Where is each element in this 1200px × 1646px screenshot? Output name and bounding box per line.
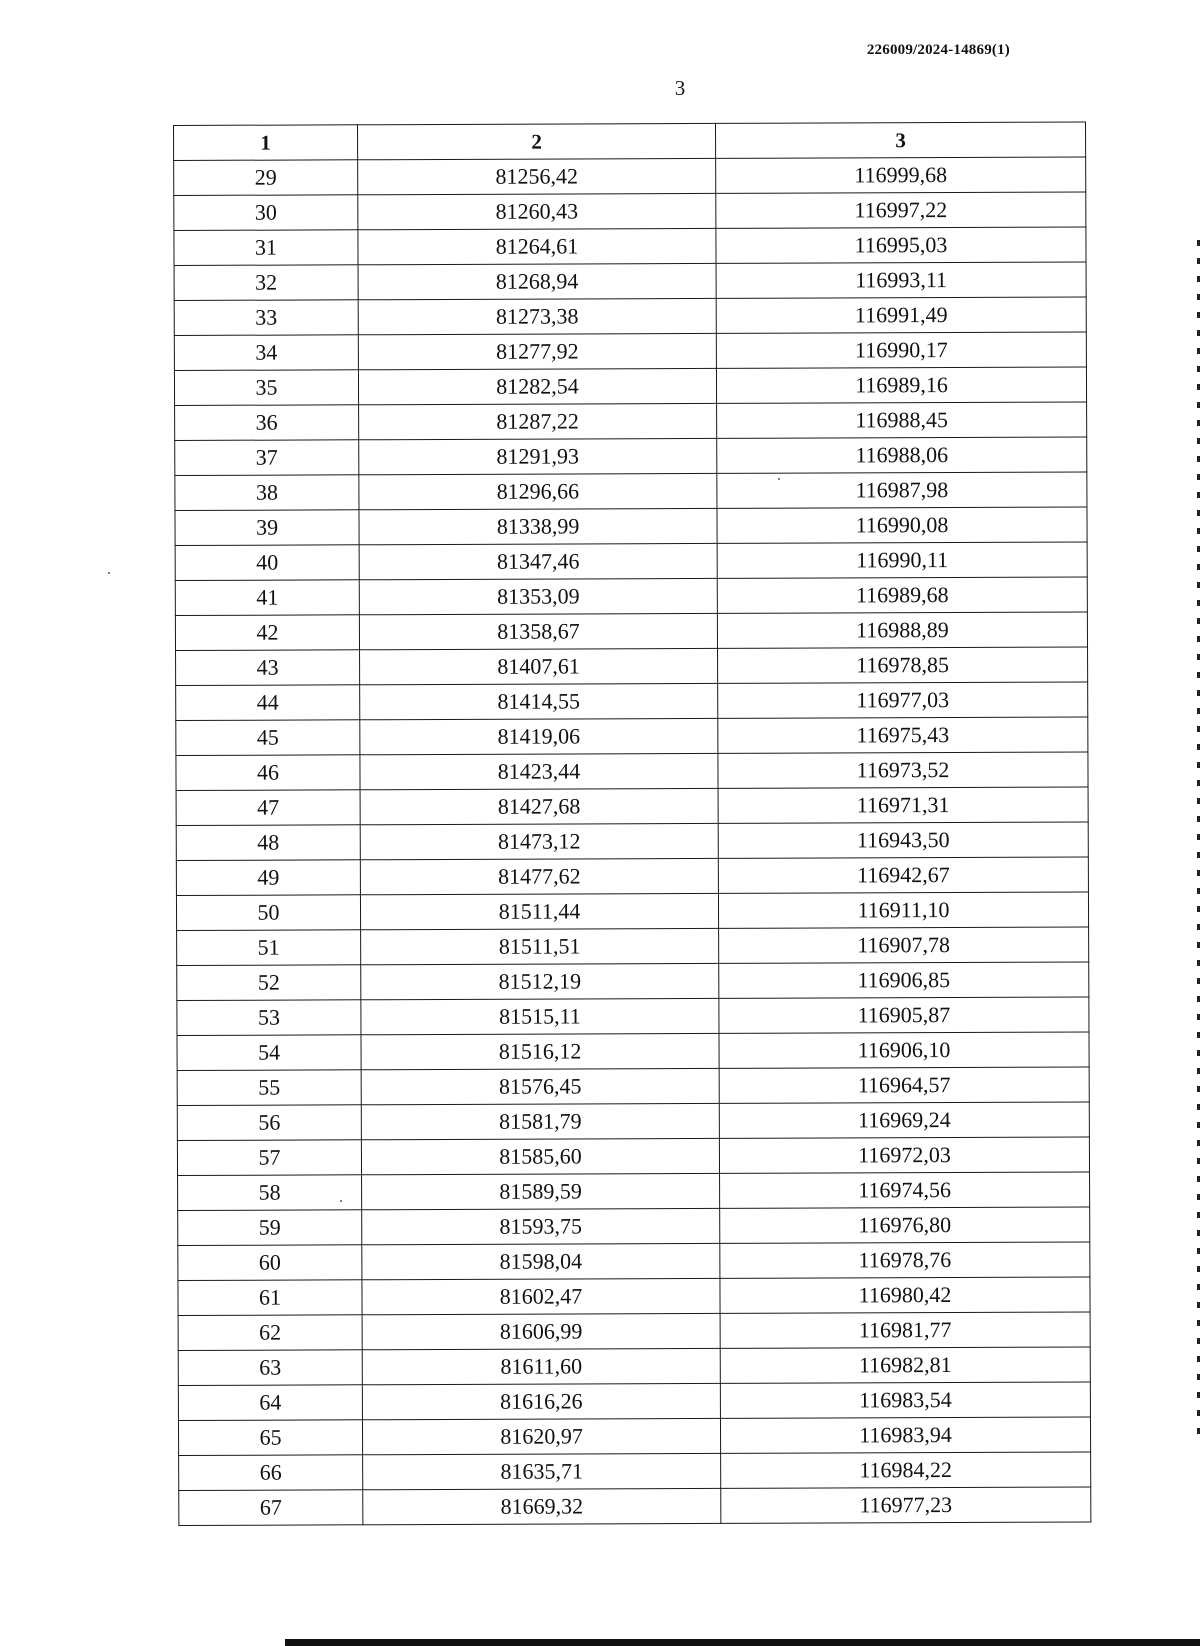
- table-row: [175, 402, 1087, 441]
- table-cell-col-2: 81477,62: [360, 858, 718, 894]
- table-cell-col-1: 37: [175, 440, 359, 476]
- table-row: [176, 717, 1088, 756]
- table-cell-col-1: 44: [176, 685, 360, 721]
- table-row: [177, 1102, 1089, 1141]
- table-cell-col-2: 81589,59: [362, 1173, 720, 1209]
- table-cell-col-2: 81268,94: [358, 263, 716, 299]
- table-cell-col-1: 34: [174, 335, 358, 371]
- table-cell-col-1: 54: [177, 1035, 361, 1071]
- table-cell-col-2: 81593,75: [362, 1208, 720, 1244]
- table-row: [176, 647, 1088, 686]
- table-cell-col-3: 116983,54: [720, 1382, 1090, 1418]
- table-cell-col-3: 116982,81: [720, 1347, 1090, 1383]
- table-cell-col-3: 116990,08: [717, 507, 1087, 543]
- table-cell-col-3: 116988,89: [717, 612, 1087, 648]
- table-row: [174, 332, 1086, 371]
- table-cell-col-3: 116911,10: [718, 892, 1088, 928]
- table-cell-col-2: 81576,45: [361, 1068, 719, 1104]
- table-row: [178, 1242, 1090, 1281]
- table-cell-col-2: 81296,66: [359, 473, 717, 509]
- table-cell-col-3: 116988,06: [717, 437, 1087, 473]
- table-cell-col-2: 81602,47: [362, 1278, 720, 1314]
- table-cell-col-2: 81291,93: [359, 438, 717, 474]
- table-cell-col-2: 81338,99: [359, 508, 717, 544]
- table-cell-col-1: 66: [179, 1455, 363, 1491]
- table-cell-col-3: 116987,98: [717, 472, 1087, 508]
- table-cell-col-3: 116977,03: [718, 682, 1088, 718]
- table-row: [177, 1067, 1089, 1106]
- table-cell-col-2: 81512,19: [361, 963, 719, 999]
- table-cell-col-1: 51: [177, 930, 361, 966]
- table-cell-col-3: 116983,94: [720, 1417, 1090, 1453]
- scan-speck: [340, 1200, 342, 1202]
- scan-speck: [108, 572, 110, 574]
- table-header-row: [174, 122, 1086, 161]
- table-cell-col-2: 81358,67: [359, 613, 717, 649]
- table-cell-col-3: 116977,23: [721, 1487, 1091, 1523]
- table-cell-col-2: 81282,54: [358, 368, 716, 404]
- table-cell-col-2: 81511,51: [361, 928, 719, 964]
- table-cell-col-2: 81419,06: [360, 718, 718, 754]
- table-body: [174, 157, 1091, 1525]
- table-row: [176, 857, 1088, 896]
- table-cell-col-1: 67: [179, 1490, 363, 1526]
- table-cell-col-3: 116978,76: [720, 1242, 1090, 1278]
- table-cell-col-1: 55: [177, 1070, 361, 1106]
- table-row: [177, 1032, 1089, 1071]
- table-cell-col-2: 81606,99: [362, 1313, 720, 1349]
- table-cell-col-2: 81598,04: [362, 1243, 720, 1279]
- column-header-3: 3: [715, 122, 1085, 158]
- table-cell-col-1: 43: [176, 650, 360, 686]
- table-cell-col-3: 116981,77: [720, 1312, 1090, 1348]
- table-row: [175, 507, 1087, 546]
- table-cell-col-1: 49: [176, 860, 360, 896]
- table-cell-col-3: 116997,22: [716, 192, 1086, 228]
- table-cell-col-1: 39: [175, 510, 359, 546]
- table-cell-col-1: 35: [174, 370, 358, 406]
- table-cell-col-2: 81264,61: [358, 228, 716, 264]
- table-cell-col-3: 116993,11: [716, 262, 1086, 298]
- table-cell-col-2: 81353,09: [359, 578, 717, 614]
- table-row: [179, 1452, 1091, 1491]
- table-row: [178, 1382, 1090, 1421]
- table-row: [174, 297, 1086, 336]
- table-cell-col-1: 58: [178, 1175, 362, 1211]
- table-row: [178, 1277, 1090, 1316]
- table-cell-col-3: 116975,43: [718, 717, 1088, 753]
- table-cell-col-1: 31: [174, 230, 358, 266]
- table-cell-col-2: 81511,44: [360, 893, 718, 929]
- table-cell-col-2: 81473,12: [360, 823, 718, 859]
- table-cell-col-3: 116976,80: [720, 1207, 1090, 1243]
- table-cell-col-3: 116990,17: [716, 332, 1086, 368]
- table-cell-col-2: 81256,42: [358, 158, 716, 194]
- table-row: [175, 472, 1087, 511]
- table-row: [179, 1487, 1091, 1526]
- table-row: [174, 192, 1086, 231]
- table-cell-col-1: 62: [178, 1315, 362, 1351]
- table-row: [177, 962, 1089, 1001]
- table-row: [177, 927, 1089, 966]
- table-cell-col-1: 48: [176, 825, 360, 861]
- table-cell-col-2: 81620,97: [362, 1418, 720, 1454]
- table-cell-col-1: 45: [176, 720, 360, 756]
- table-cell-col-3: 116906,85: [719, 962, 1089, 998]
- table-cell-col-3: 116971,31: [718, 787, 1088, 823]
- table-cell-col-1: 47: [176, 790, 360, 826]
- table-cell-col-2: 81581,79: [361, 1103, 719, 1139]
- table-cell-col-2: 81347,46: [359, 543, 717, 579]
- table-cell-col-1: 52: [177, 965, 361, 1001]
- table-cell-col-1: 29: [174, 160, 358, 196]
- coordinates-table: [173, 121, 1091, 1525]
- table-cell-col-2: 81616,26: [362, 1383, 720, 1419]
- table-cell-col-2: 81516,12: [361, 1033, 719, 1069]
- table-row: [177, 997, 1089, 1036]
- table-cell-col-3: 116972,03: [719, 1137, 1089, 1173]
- table-cell-col-1: 42: [175, 615, 359, 651]
- table-cell-col-1: 57: [177, 1140, 361, 1176]
- table-cell-col-1: 50: [176, 895, 360, 931]
- table-cell-col-1: 65: [178, 1420, 362, 1456]
- table-cell-col-1: 61: [178, 1280, 362, 1316]
- table-cell-col-3: 116906,10: [719, 1032, 1089, 1068]
- table-row: [176, 787, 1088, 826]
- table-cell-col-3: 116999,68: [716, 157, 1086, 193]
- bottom-edge-bar: [285, 1639, 1200, 1646]
- table-cell-col-2: 81585,60: [361, 1138, 719, 1174]
- table-row: [174, 157, 1086, 196]
- table-cell-col-1: 59: [178, 1210, 362, 1246]
- table-cell-col-3: 116942,67: [718, 857, 1088, 893]
- table-row: [174, 262, 1086, 301]
- column-header-2: 2: [358, 123, 716, 159]
- table-cell-col-2: 81260,43: [358, 193, 716, 229]
- table-cell-col-2: 81287,22: [359, 403, 717, 439]
- table-cell-col-3: 116969,24: [719, 1102, 1089, 1138]
- table-cell-col-3: 116988,45: [717, 402, 1087, 438]
- table-cell-col-2: 81669,32: [363, 1488, 721, 1524]
- document-id: 226009/2024-14869(1): [866, 42, 1010, 58]
- table-row: [178, 1207, 1090, 1246]
- table-cell-col-3: 116973,52: [718, 752, 1088, 788]
- table-row: [176, 892, 1088, 931]
- table-row: [176, 822, 1088, 861]
- table-cell-col-1: 63: [178, 1350, 362, 1386]
- table-cell-col-2: 81635,71: [363, 1453, 721, 1489]
- table-row: [175, 542, 1087, 581]
- table-cell-col-3: 116974,56: [720, 1172, 1090, 1208]
- table-row: [176, 682, 1088, 721]
- table-cell-col-1: 60: [178, 1245, 362, 1281]
- table-cell-col-3: 116991,49: [716, 297, 1086, 333]
- table-cell-col-2: 81407,61: [360, 648, 718, 684]
- table-cell-col-1: 38: [175, 475, 359, 511]
- table-cell-col-3: 116907,78: [719, 927, 1089, 963]
- table-cell-col-3: 116989,16: [716, 367, 1086, 403]
- table-cell-col-3: 116984,22: [721, 1452, 1091, 1488]
- column-header-1: 1: [174, 125, 358, 161]
- table-row: [174, 367, 1086, 406]
- table-cell-col-3: 116989,68: [717, 577, 1087, 613]
- table-row: [177, 1137, 1089, 1176]
- scan-speck: [778, 478, 780, 480]
- table-cell-col-3: 116905,87: [719, 997, 1089, 1033]
- table-cell-col-2: 81515,11: [361, 998, 719, 1034]
- table-cell-col-1: 36: [175, 405, 359, 441]
- table-cell-col-1: 33: [174, 300, 358, 336]
- table-row: [178, 1312, 1090, 1351]
- table-row: [176, 752, 1088, 791]
- table-cell-col-1: 30: [174, 195, 358, 231]
- table-cell-col-1: 41: [175, 580, 359, 616]
- table-cell-col-1: 46: [176, 755, 360, 791]
- table-cell-col-2: 81414,55: [360, 683, 718, 719]
- table-cell-col-2: 81273,38: [358, 298, 716, 334]
- table-cell-col-3: 116990,11: [717, 542, 1087, 578]
- page-number: 3: [674, 76, 686, 100]
- table-cell-col-2: 81427,68: [360, 788, 718, 824]
- table-row: [175, 577, 1087, 616]
- table-cell-col-1: 40: [175, 545, 359, 581]
- table-cell-col-2: 81423,44: [360, 753, 718, 789]
- table-cell-col-3: 116980,42: [720, 1277, 1090, 1313]
- table-row: [178, 1172, 1090, 1211]
- table-cell-col-3: 116943,50: [718, 822, 1088, 858]
- table-cell-col-2: 81611,60: [362, 1348, 720, 1384]
- table-row: [178, 1347, 1090, 1386]
- table-cell-col-1: 56: [177, 1105, 361, 1141]
- table-cell-col-2: 81277,92: [358, 333, 716, 369]
- table-row: [175, 437, 1087, 476]
- table-cell-col-1: 53: [177, 1000, 361, 1036]
- table-cell-col-3: 116978,85: [718, 647, 1088, 683]
- table-cell-col-1: 32: [174, 265, 358, 301]
- table-cell-col-3: 116995,03: [716, 227, 1086, 263]
- table-row: [178, 1417, 1090, 1456]
- table-cell-col-1: 64: [178, 1385, 362, 1421]
- table-cell-col-3: 116964,57: [719, 1067, 1089, 1103]
- table-row: [174, 227, 1086, 266]
- table-row: [175, 612, 1087, 651]
